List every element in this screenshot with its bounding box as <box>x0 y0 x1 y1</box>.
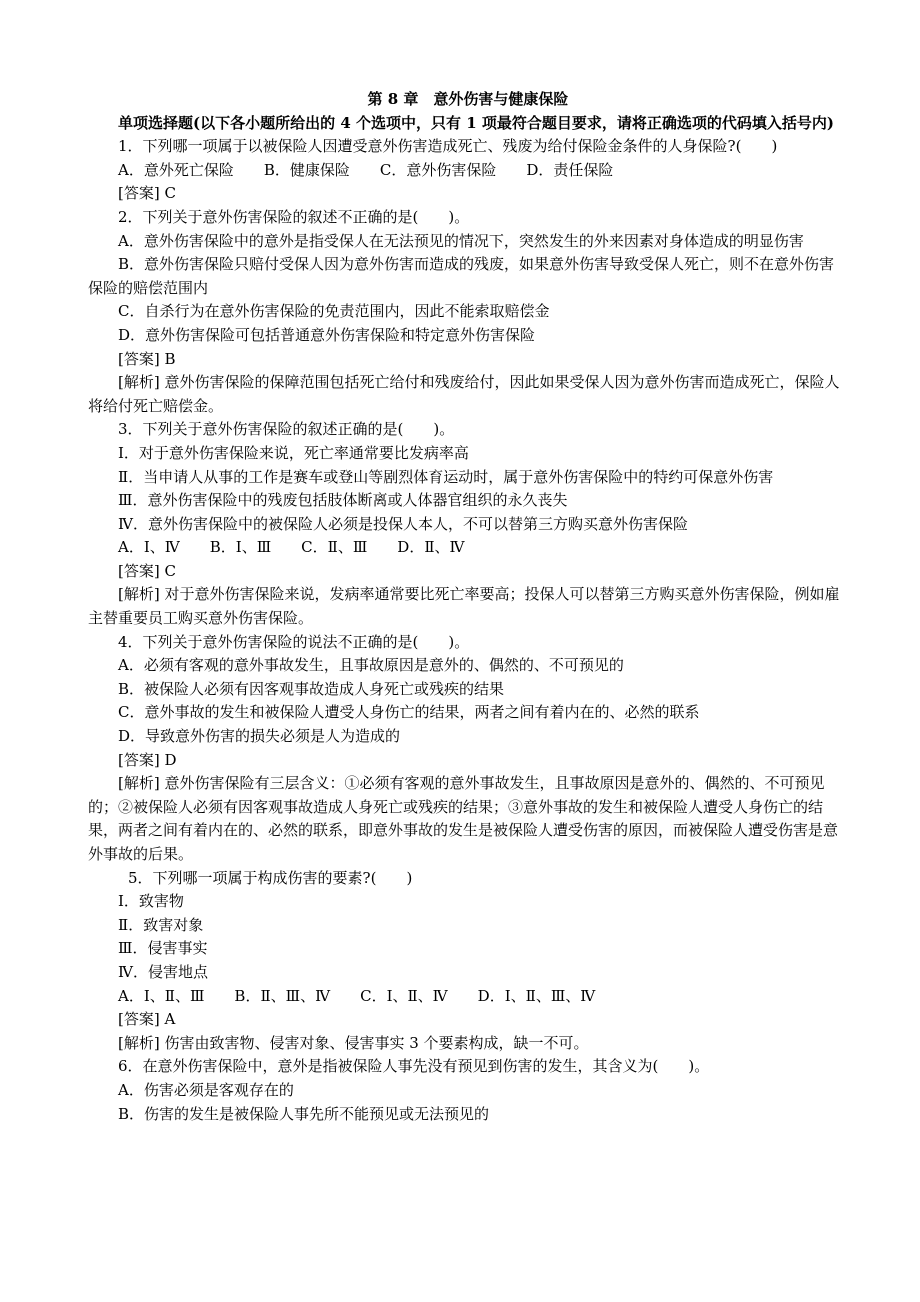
text-line: [解析] 意外伤害保险的保障范围包括死亡给付和残废给付，因此如果受保人因为意外伤害而造成死亡，保险人将给付死亡赔偿金。 <box>88 373 840 415</box>
text-line: [答案] A <box>118 1010 176 1029</box>
text-line: Ⅰ．致害物 <box>118 892 184 911</box>
text-line: B．伤害的发生是被保险人事先所不能预见或无法预见的 <box>118 1104 490 1123</box>
text-line: Ⅰ．对于意外伤害保险来说，死亡率通常要比发病率高 <box>118 443 469 462</box>
question-list <box>88 135 848 1126</box>
section-heading: 单项选择题(以下各小题所给出的 4 个选项中，只有 1 项最符合题目要求，请将正确选项的代码填入括号内) <box>118 113 834 132</box>
text-line: B．被保险人必须有因客观事故造成人身死亡或残疾的结果 <box>118 679 505 698</box>
text-line: B．意外伤害保险只赔付受保人因为意外伤害而造成的残废，如果意外伤害导致受保人死亡，则不在意外伤害保险的赔偿范围内 <box>88 255 835 297</box>
text-line: A．Ⅰ、Ⅱ、Ⅲ B．Ⅱ、Ⅲ、Ⅳ C．Ⅰ、Ⅱ、Ⅳ D．Ⅰ、Ⅱ、Ⅲ、Ⅳ <box>118 986 596 1005</box>
text-line: D．意外伤害保险可包括普通意外伤害保险和特定意外伤害保险 <box>118 325 536 344</box>
text-line: 1．下列哪一项属于以被保险人因遭受意外伤害造成死亡、残废为给付保险金条件的人身保险?( ) <box>118 137 778 156</box>
text-line: [答案] D <box>118 750 177 769</box>
text-line: D．导致意外伤害的损失必须是人为造成的 <box>118 727 401 746</box>
text-line: [解析] 伤害由致害物、侵害对象、侵害事实 3 个要素构成，缺一不可。 <box>118 1033 589 1052</box>
text-line: 5．下列哪一项属于构成伤害的要素?( ) <box>128 868 413 887</box>
text-line: [解析] 意外伤害保险有三层含义：①必须有客观的意外事故发生，且事故原因是意外的、偶然的、不可预见的；②被保险人必须有因客观事故造成人身死亡或残疾的结果；③意外事故的发生和被保险人遭受人身伤亡的结果，两者之间有着内在的、必然的联系，即意外事故的发生是被保险人遭受伤害的原因，而被保险人遭受伤害是意外事故的后果。 <box>88 774 839 863</box>
text-line: Ⅱ．当申请人从事的工作是赛车或登山等剧烈体育运动时，属于意外伤害保险中的特约可保意外伤害 <box>118 467 774 486</box>
text-line: A．伤害必须是客观存在的 <box>118 1080 294 1099</box>
text-line: Ⅳ．侵害地点 <box>118 962 208 981</box>
text-line: A．Ⅰ、Ⅳ B．Ⅰ、Ⅲ C．Ⅱ、Ⅲ D．Ⅱ、Ⅳ <box>118 538 465 557</box>
text-line: A．意外死亡保险 B．健康保险 C．意外伤害保险 D．责任保险 <box>118 160 614 179</box>
chapter-title: 第 8 章 意外伤害与健康保险 <box>367 90 569 108</box>
text-line: 4．下列关于意外伤害保险的说法不正确的是( )。 <box>118 632 470 651</box>
text-line: Ⅲ．侵害事实 <box>118 939 208 958</box>
text-line: Ⅱ．致害对象 <box>118 915 204 934</box>
text-line: Ⅳ．意外伤害保险中的被保险人必须是投保人本人，不可以替第三方购买意外伤害保险 <box>118 514 688 533</box>
text-line: Ⅲ．意外伤害保险中的残废包括肢体断离或人体器官组织的永久丧失 <box>118 491 568 510</box>
text-line: 3．下列关于意外伤害保险的叙述正确的是( )。 <box>118 420 455 439</box>
text-line: [解析] 对于意外伤害保险来说，发病率通常要比死亡率要高；投保人可以替第三方购买意外伤害保险，例如雇主替重要员工购买意外伤害保险。 <box>88 585 840 628</box>
text-line: [答案] C <box>118 184 176 203</box>
text-line: C．意外事故的发生和被保险人遭受人身伤亡的结果，两者之间有着内在的、必然的联系 <box>118 703 700 722</box>
text-line: 6．在意外伤害保险中，意外是指被保险人事先没有预见到伤害的发生，其含义为( )。 <box>118 1057 710 1076</box>
text-line: A．意外伤害保险中的意外是指受保人在无法预见的情况下，突然发生的外来因素对身体造成的明显伤害 <box>118 231 804 250</box>
text-line: A．必须有客观的意外事故发生，且事故原因是意外的、偶然的、不可预见的 <box>118 656 624 675</box>
text-line: [答案] B <box>118 349 176 368</box>
text-line: C．自杀行为在意外伤害保险的免责范围内，因此不能索取赔偿金 <box>118 302 550 321</box>
text-line: 2．下列关于意外伤害保险的叙述不正确的是( )。 <box>118 207 470 226</box>
document-page <box>88 88 848 1126</box>
text-line: [答案] C <box>118 561 176 580</box>
